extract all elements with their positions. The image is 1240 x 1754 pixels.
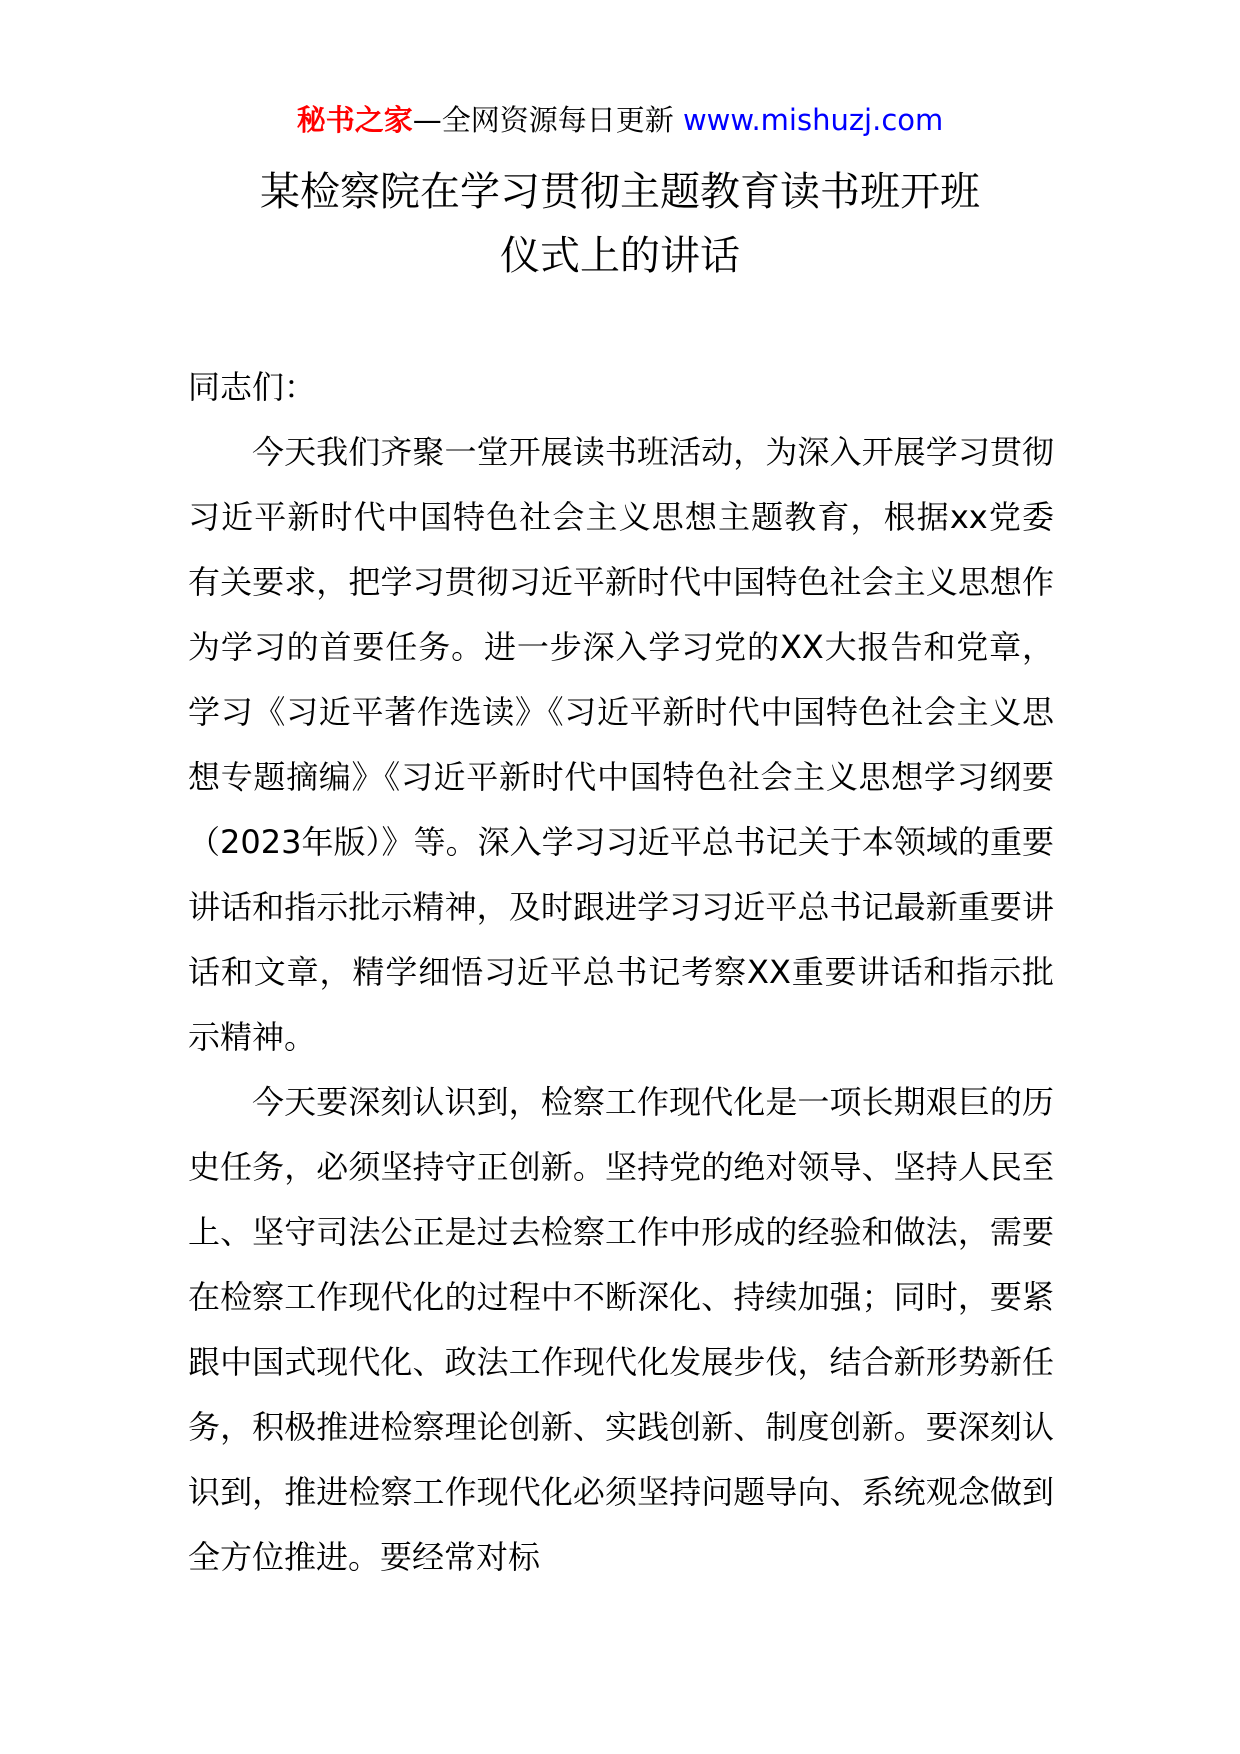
site-header (0, 100, 1240, 140)
title-line-2: 仪式上的讲话 (500, 233, 740, 279)
paragraph-1: 今天我们齐聚一堂开展读书班活动，为深入开展学习贯彻习近平新时代中国特色社会主义思想主题教育，根据xx党委有关要求，把学习贯彻习近平新时代中国特色社会主义思想作为学习的首要任务。进一步深入学习党的XX大报告和党章，学习《习近平著作选读》《习近平新时代中国特色社会主义思想专题摘编》《习近平新时代中国特色社会主义思想学习纲要（2023年版）》等。深入学习习近平总书记关于本领域的重要讲话和指示批示精神，及时跟进学习习近平总书记最新重要讲话和文章，精学细悟习近平总书记考察XX重要讲话和指示批示精神。 (188, 433, 1054, 1056)
site-tagline: —全网资源每日更新 (412, 103, 674, 137)
salutation: 同志们： (188, 368, 317, 406)
paragraph-2: 今天要深刻认识到，检察工作现代化是一项长期艰巨的历史任务，必须坚持守正创新。坚持党的绝对领导、坚持人民至上、坚守司法公正是过去检察工作中形成的经验和做法，需要在检察工作现代化的过程中不断深化、持续加强；同时，要紧跟中国式现代化、政法工作现代化发展步伐，结合新形势新任务，积极推进检察理论创新、实践创新、制度创新。要深刻认识到，推进检察工作现代化必须坚持问题导向、系统观念做到全方位推进。要经常对标 (188, 1083, 1054, 1576)
document-title (0, 160, 1240, 288)
site-url-link[interactable]: www.mishuzj.com (682, 103, 944, 137)
document-body (188, 355, 1054, 1590)
title-line-1: 某检察院在学习贯彻主题教育读书班开班 (260, 169, 980, 215)
brand-name: 秘书之家 (296, 103, 413, 137)
